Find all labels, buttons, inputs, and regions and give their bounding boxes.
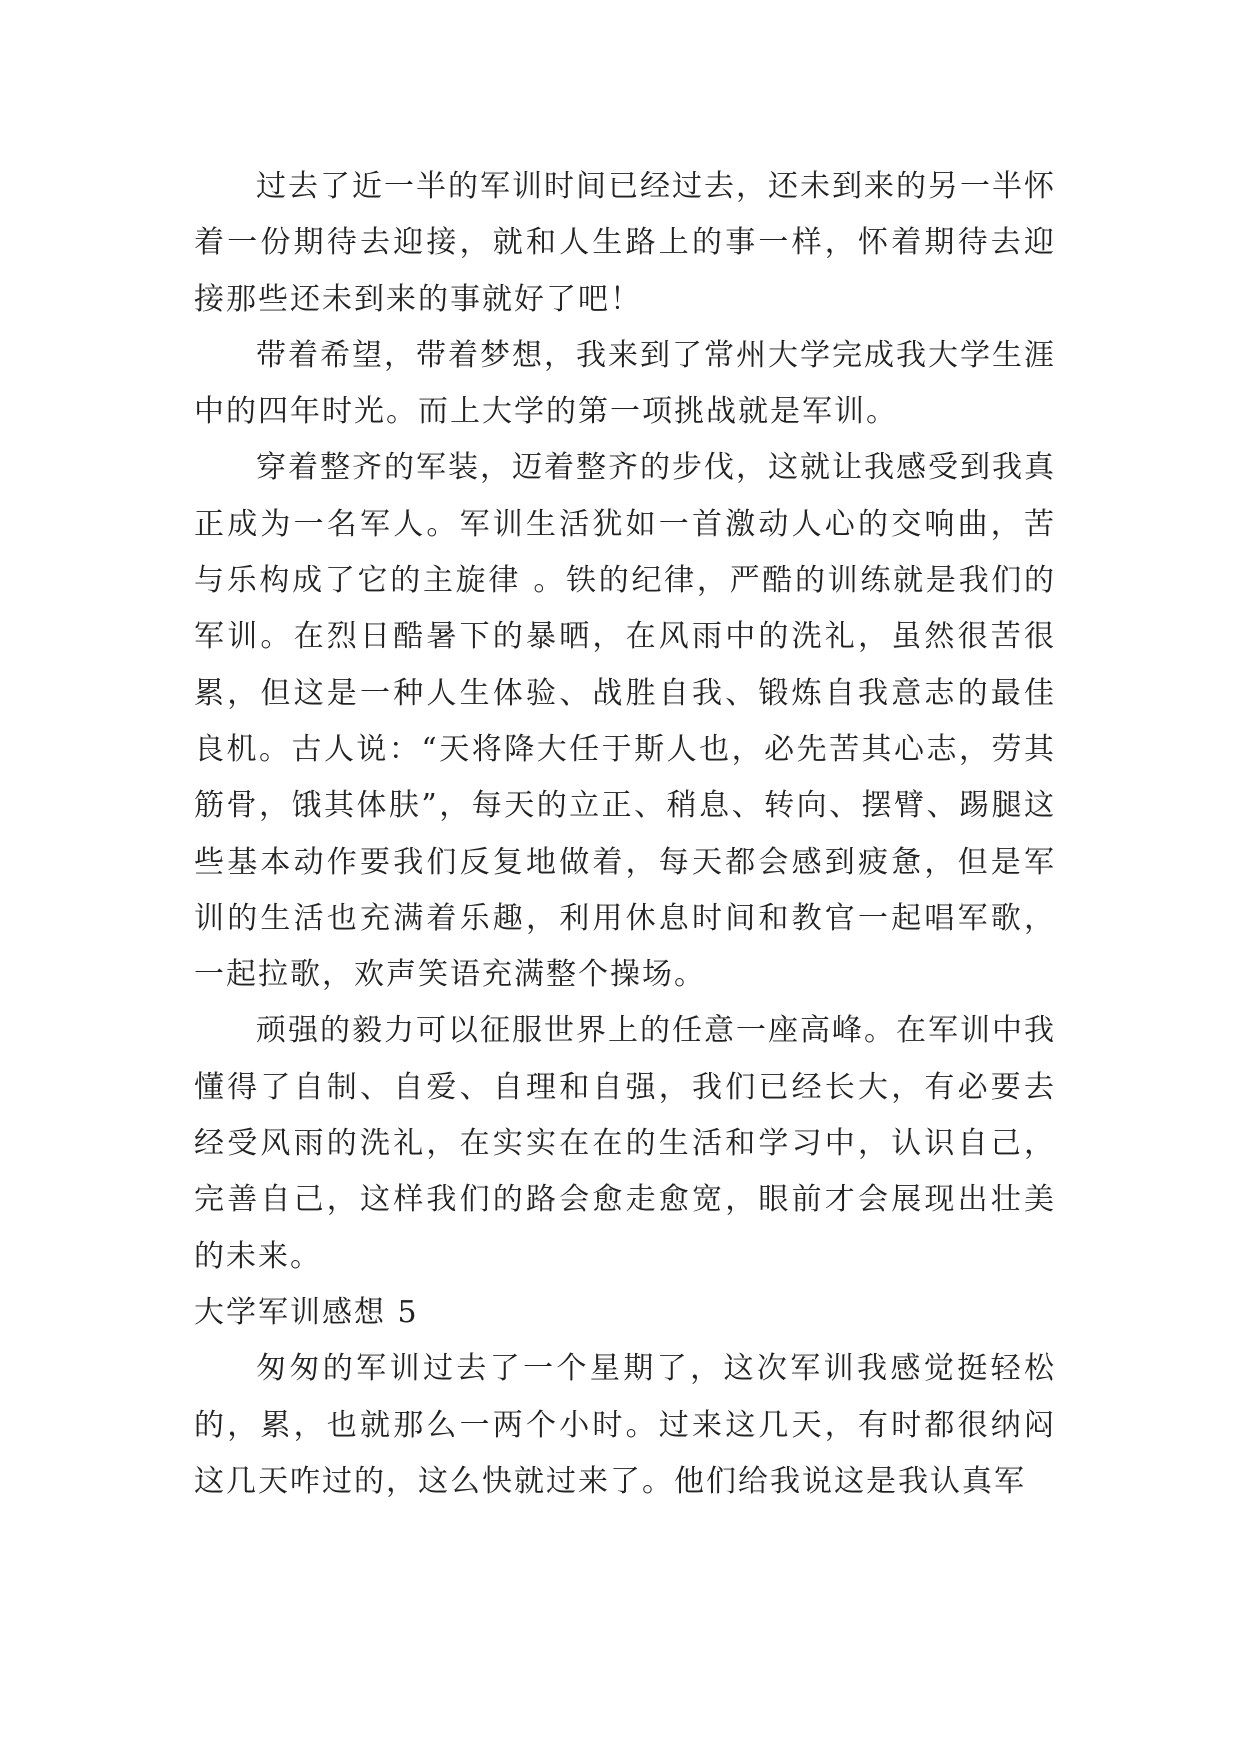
- section-heading: 大学军训感想 5: [194, 1294, 419, 1330]
- paragraph-1: 过去了近一半的军训时间已经过去，还未到来的另一半怀着一份期待去迎接，就和人生路上的事一样，怀着期待去迎接那些还未到来的事就好了吧！: [194, 169, 1056, 317]
- document-body: [194, 159, 1056, 1510]
- paragraph-3: 穿着整齐的军装，迈着整齐的步伐，这就让我感受到我真正成为一名军人。军训生活犹如一首激动人心的交响曲，苦与乐构成了它的主旋律 。铁的纪律，严酷的训练就是我们的军训。在烈日酷暑下的暴晒，在风雨中的洗礼，虽然很苦很累，但这是一种人生体验、战胜自我、锻炼自我意志的最佳良机。古人说：“天将降大任于斯人也，必先苦其心志，劳其筋骨，饿其体肤”，每天的立正、稍息、转向、摆臂、踢腿这些基本动作要我们反复地做着，每天都会感到疲惫，但是军训的生活也充满着乐趣，利用休息时间和教官一起唱军歌，一起拉歌，欢声笑语充满整个操场。: [194, 450, 1056, 993]
- paragraph-2: 带着希望，带着梦想，我来到了常州大学完成我大学生涯中的四年时光。而上大学的第一项挑战就是军训。: [194, 337, 1056, 430]
- paragraph-4: 顽强的毅力可以征服世界上的任意一座高峰。在军训中我懂得了自制、自爱、自理和自强，我们已经长大，有必要去经受风雨的洗礼，在实实在在的生活和学习中，认识自己，完善自己，这样我们的路会愈走愈宽，眼前才会展现出壮美的未来。: [194, 1013, 1056, 1274]
- paragraph-5: 匆匆的军训过去了一个星期了，这次军训我感觉挺轻松的，累，也就那么一两个小时。过来这几天，有时都很纳闷这几天咋过的，这么快就过来了。他们给我说这是我认真军: [194, 1351, 1056, 1499]
